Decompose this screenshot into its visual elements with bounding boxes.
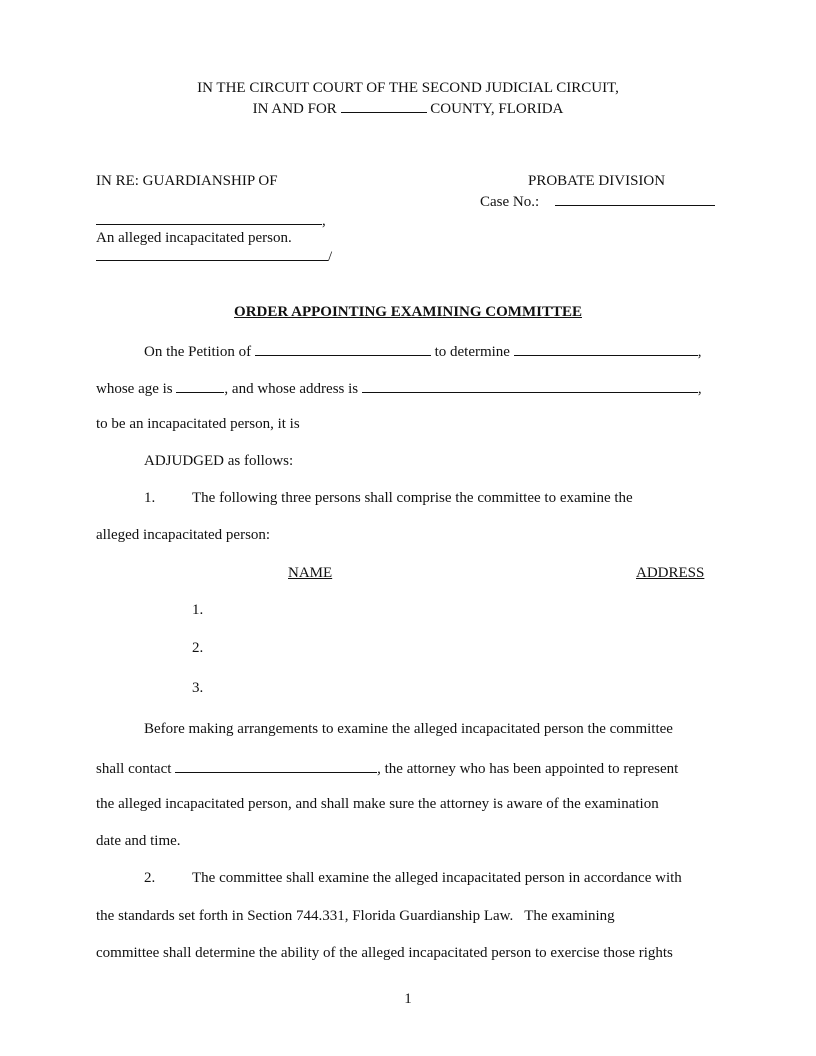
- arrangements-line-d: date and time.: [96, 833, 181, 849]
- item2-text-c: committee shall determine the ability of the alleged incapacitated person to exercise those rights: [96, 945, 673, 961]
- arrangements-text-b2: , the attorney who has been appointed to represent: [377, 761, 679, 777]
- arrangements-line-a: Before making arrangements to examine the alleged incapacitated person the committee: [144, 721, 673, 737]
- court-header-line2: [0, 98, 816, 118]
- item1-number: 1.: [144, 490, 156, 506]
- age-text-b: , and whose address is: [224, 381, 359, 397]
- case-number-row: [480, 191, 715, 211]
- court-header-line2-prefix: IN AND FOR: [252, 101, 337, 117]
- arrangements-line-c: the alleged incapacitated person, and shall make sure the attorney is aware of the examination: [96, 796, 659, 812]
- petition-line: [144, 341, 701, 361]
- petition-text-a: On the Petition of: [144, 344, 252, 360]
- county-blank[interactable]: [341, 98, 427, 113]
- court-header-line2-suffix: COUNTY, FLORIDA: [430, 101, 564, 117]
- item2-number: 2.: [144, 870, 156, 886]
- committee-member-1: 1.: [192, 602, 204, 618]
- arrangements-text-b1: shall contact: [96, 761, 172, 777]
- division-label: PROBATE DIVISION: [528, 173, 666, 189]
- caption-closing-row: [96, 246, 332, 266]
- age-text-a: whose age is: [96, 381, 173, 397]
- item1-text-b: alleged incapacitated person:: [96, 527, 271, 543]
- age-address-line: [96, 378, 702, 398]
- age-blank[interactable]: [176, 378, 224, 393]
- caption-closing-line: [96, 246, 328, 261]
- ward-name-comma: ,: [322, 213, 326, 229]
- age-text-c: ,: [697, 381, 702, 397]
- committee-member-3: 3.: [192, 680, 204, 696]
- case-number-blank[interactable]: [555, 191, 715, 206]
- ward-name-row: [96, 210, 326, 230]
- court-header-line1: IN THE CIRCUIT COURT OF THE SECOND JUDICIAL CIRCUIT,: [197, 80, 619, 96]
- order-title: ORDER APPOINTING EXAMINING COMMITTEE: [234, 304, 582, 320]
- attorney-blank[interactable]: [175, 758, 377, 773]
- item2-text-b: the standards set forth in Section 744.331, Florida Guardianship Law. The examining: [96, 908, 615, 924]
- petition-text-c: ,: [697, 344, 702, 360]
- petition-text-b: to determine: [434, 344, 510, 360]
- item1-text-a: The following three persons shall comprise the committee to examine the: [192, 490, 633, 506]
- arrangements-line-b: [96, 758, 678, 778]
- incapacitated-line: to be an incapacitated person, it is: [96, 416, 300, 432]
- alleged-person-blank[interactable]: [514, 341, 698, 356]
- page-number: 1: [404, 991, 412, 1007]
- in-re-label: IN RE: GUARDIANSHIP OF: [96, 173, 278, 189]
- address-blank[interactable]: [362, 378, 698, 393]
- adjudged-line: ADJUDGED as follows:: [144, 453, 294, 469]
- petitioner-blank[interactable]: [255, 341, 431, 356]
- ward-name-blank[interactable]: [96, 210, 322, 225]
- column-header-name: NAME: [288, 565, 333, 581]
- column-header-address: ADDRESS: [636, 565, 705, 581]
- committee-member-2: 2.: [192, 640, 204, 656]
- caption-slash: /: [328, 249, 333, 265]
- alleged-incapacitated-label: An alleged incapacitated person.: [96, 230, 292, 246]
- case-number-label: Case No.:: [480, 194, 540, 210]
- item2-text-a: The committee shall examine the alleged incapacitated person in accordance with: [192, 870, 682, 886]
